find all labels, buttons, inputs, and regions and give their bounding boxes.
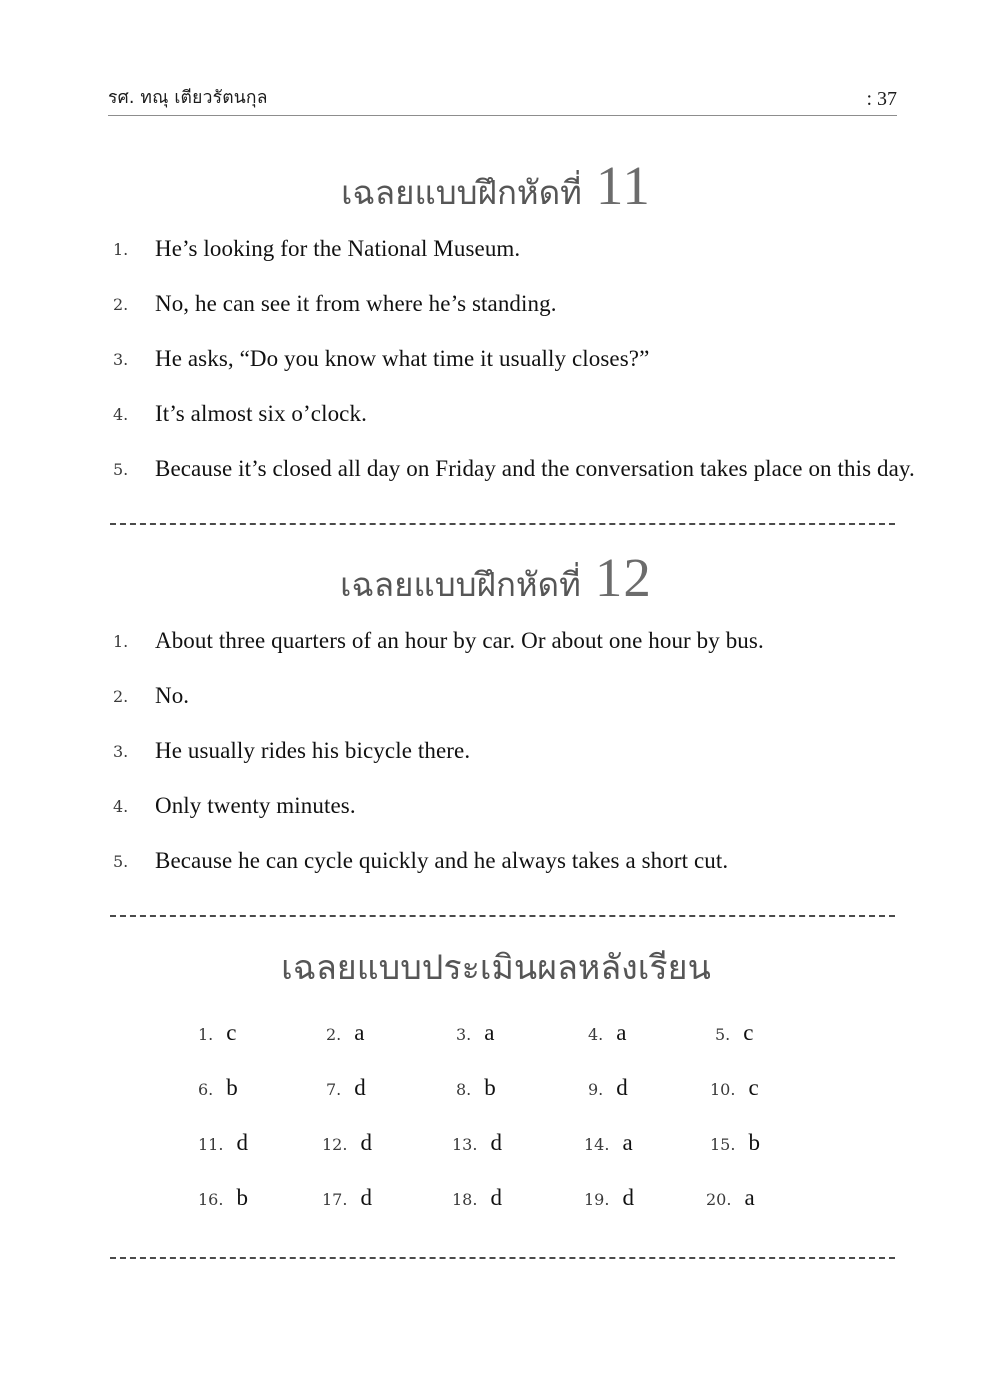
answer-number: 1. (198, 1025, 214, 1044)
answer-cell (326, 1020, 364, 1046)
list-item-number: 1. (113, 240, 129, 259)
answer-number: 2. (326, 1025, 342, 1044)
answer-cell (198, 1075, 238, 1101)
list-item (113, 793, 913, 852)
answer-cell (715, 1020, 753, 1046)
list-item-text: Because it’s closed all day on Friday and the conversation takes place on this day. (155, 456, 915, 481)
answer-value: d (360, 1130, 372, 1155)
answer-key-row (198, 1020, 798, 1075)
section-heading-thai-text: เฉลยแบบประเมินผลหลังเรียน (281, 948, 711, 988)
answer-value: d (616, 1075, 628, 1100)
answer-number: 12. (322, 1135, 348, 1154)
answer-cell (452, 1185, 502, 1211)
answer-cell (322, 1185, 372, 1211)
answer-key-grid (198, 1020, 798, 1240)
answer-value: b (748, 1130, 760, 1155)
list-item (113, 628, 913, 687)
answer-cell (322, 1130, 372, 1156)
section-heading-number: 11 (595, 155, 651, 216)
answer-value: a (616, 1020, 627, 1045)
list-item-text: Because he can cycle quickly and he always takes a short cut. (155, 848, 729, 873)
answer-value: d (354, 1075, 366, 1100)
answer-number: 20. (706, 1190, 732, 1209)
list-item-text: No. (155, 683, 190, 708)
list-item-number: 4. (113, 405, 129, 424)
answer-value: b (484, 1075, 496, 1100)
answer-list-exercise-11 (113, 236, 915, 515)
list-item-text: He usually rides his bicycle there. (155, 738, 471, 763)
answer-value: d (490, 1130, 502, 1155)
answer-value: b (226, 1075, 238, 1100)
section-heading-answer-key (0, 940, 992, 994)
answer-value: a (354, 1020, 365, 1045)
list-item (113, 346, 913, 405)
list-item-number: 3. (113, 742, 129, 761)
list-item-number: 1. (113, 632, 129, 651)
list-item-text: Only twenty minutes. (155, 793, 356, 818)
answer-cell (198, 1185, 248, 1211)
list-item-text: It’s almost six o’clock. (155, 401, 367, 426)
answer-value: d (236, 1130, 248, 1155)
answer-number: 18. (452, 1190, 478, 1209)
header-author-name: รศ. ทณุ เตียวรัตนกุล (108, 88, 268, 108)
answer-number: 11. (198, 1135, 224, 1154)
answer-cell (588, 1075, 628, 1101)
answer-value: a (622, 1130, 633, 1155)
list-item-number: 5. (113, 460, 129, 479)
answer-number: 17. (322, 1190, 348, 1209)
section-divider (110, 915, 895, 917)
answer-list-exercise-12 (113, 628, 913, 907)
answer-number: 6. (198, 1080, 214, 1099)
answer-number: 4. (588, 1025, 604, 1044)
list-item (113, 738, 913, 797)
answer-number: 3. (456, 1025, 472, 1044)
list-item (113, 291, 913, 350)
answer-cell (588, 1020, 626, 1046)
answer-key-row (198, 1130, 798, 1185)
answer-value: b (236, 1185, 248, 1210)
page-header (108, 83, 897, 116)
list-item-number: 5. (113, 852, 129, 871)
answer-cell (326, 1075, 366, 1101)
list-item-text: He asks, “Do you know what time it usually closes?” (155, 346, 650, 371)
section-heading-thai-text: เฉลยแบบฝึกหัดที่ (341, 173, 582, 212)
list-item-text: No, he can see it from where he’s standing. (155, 291, 557, 316)
answer-cell (456, 1075, 496, 1101)
answer-value: d (490, 1185, 502, 1210)
answer-number: 8. (456, 1080, 472, 1099)
section-divider (110, 523, 895, 525)
answer-number: 7. (326, 1080, 342, 1099)
answer-cell (584, 1185, 634, 1211)
list-item-text: About three quarters of an hour by car. Or about one hour by bus. (155, 628, 764, 653)
answer-number: 15. (710, 1135, 736, 1154)
answer-cell (710, 1130, 760, 1156)
section-heading-exercise-11 (0, 154, 992, 219)
list-item (113, 848, 913, 907)
answer-cell (198, 1130, 248, 1156)
list-item (113, 683, 913, 742)
section-heading-thai-text: เฉลยแบบฝึกหัดที่ (340, 565, 581, 604)
answer-value: c (226, 1020, 237, 1045)
list-item (113, 236, 913, 295)
answer-cell (452, 1130, 502, 1156)
list-item (113, 456, 915, 515)
answer-number: 16. (198, 1190, 224, 1209)
answer-cell (456, 1020, 494, 1046)
answer-cell (706, 1185, 755, 1211)
answer-value: a (484, 1020, 495, 1045)
list-item (113, 401, 913, 460)
answer-value: c (748, 1075, 759, 1100)
answer-cell (584, 1130, 633, 1156)
answer-value: c (743, 1020, 754, 1045)
answer-number: 19. (584, 1190, 610, 1209)
answer-cell (198, 1020, 236, 1046)
page-number: : 37 (866, 88, 897, 110)
section-heading-exercise-12 (0, 546, 992, 611)
list-item-number: 3. (113, 350, 129, 369)
answer-key-row (198, 1185, 798, 1240)
section-divider (110, 1257, 895, 1259)
section-heading-number: 12 (594, 547, 652, 608)
answer-cell (710, 1075, 759, 1101)
list-item-number: 2. (113, 687, 129, 706)
answer-number: 5. (715, 1025, 731, 1044)
answer-value: d (360, 1185, 372, 1210)
answer-number: 9. (588, 1080, 604, 1099)
list-item-text: He’s looking for the National Museum. (155, 236, 521, 261)
answer-number: 10. (710, 1080, 736, 1099)
list-item-number: 2. (113, 295, 129, 314)
answer-key-row (198, 1075, 798, 1130)
answer-number: 13. (452, 1135, 478, 1154)
answer-number: 14. (584, 1135, 610, 1154)
list-item-number: 4. (113, 797, 129, 816)
answer-value: d (622, 1185, 634, 1210)
answer-value: a (744, 1185, 755, 1210)
